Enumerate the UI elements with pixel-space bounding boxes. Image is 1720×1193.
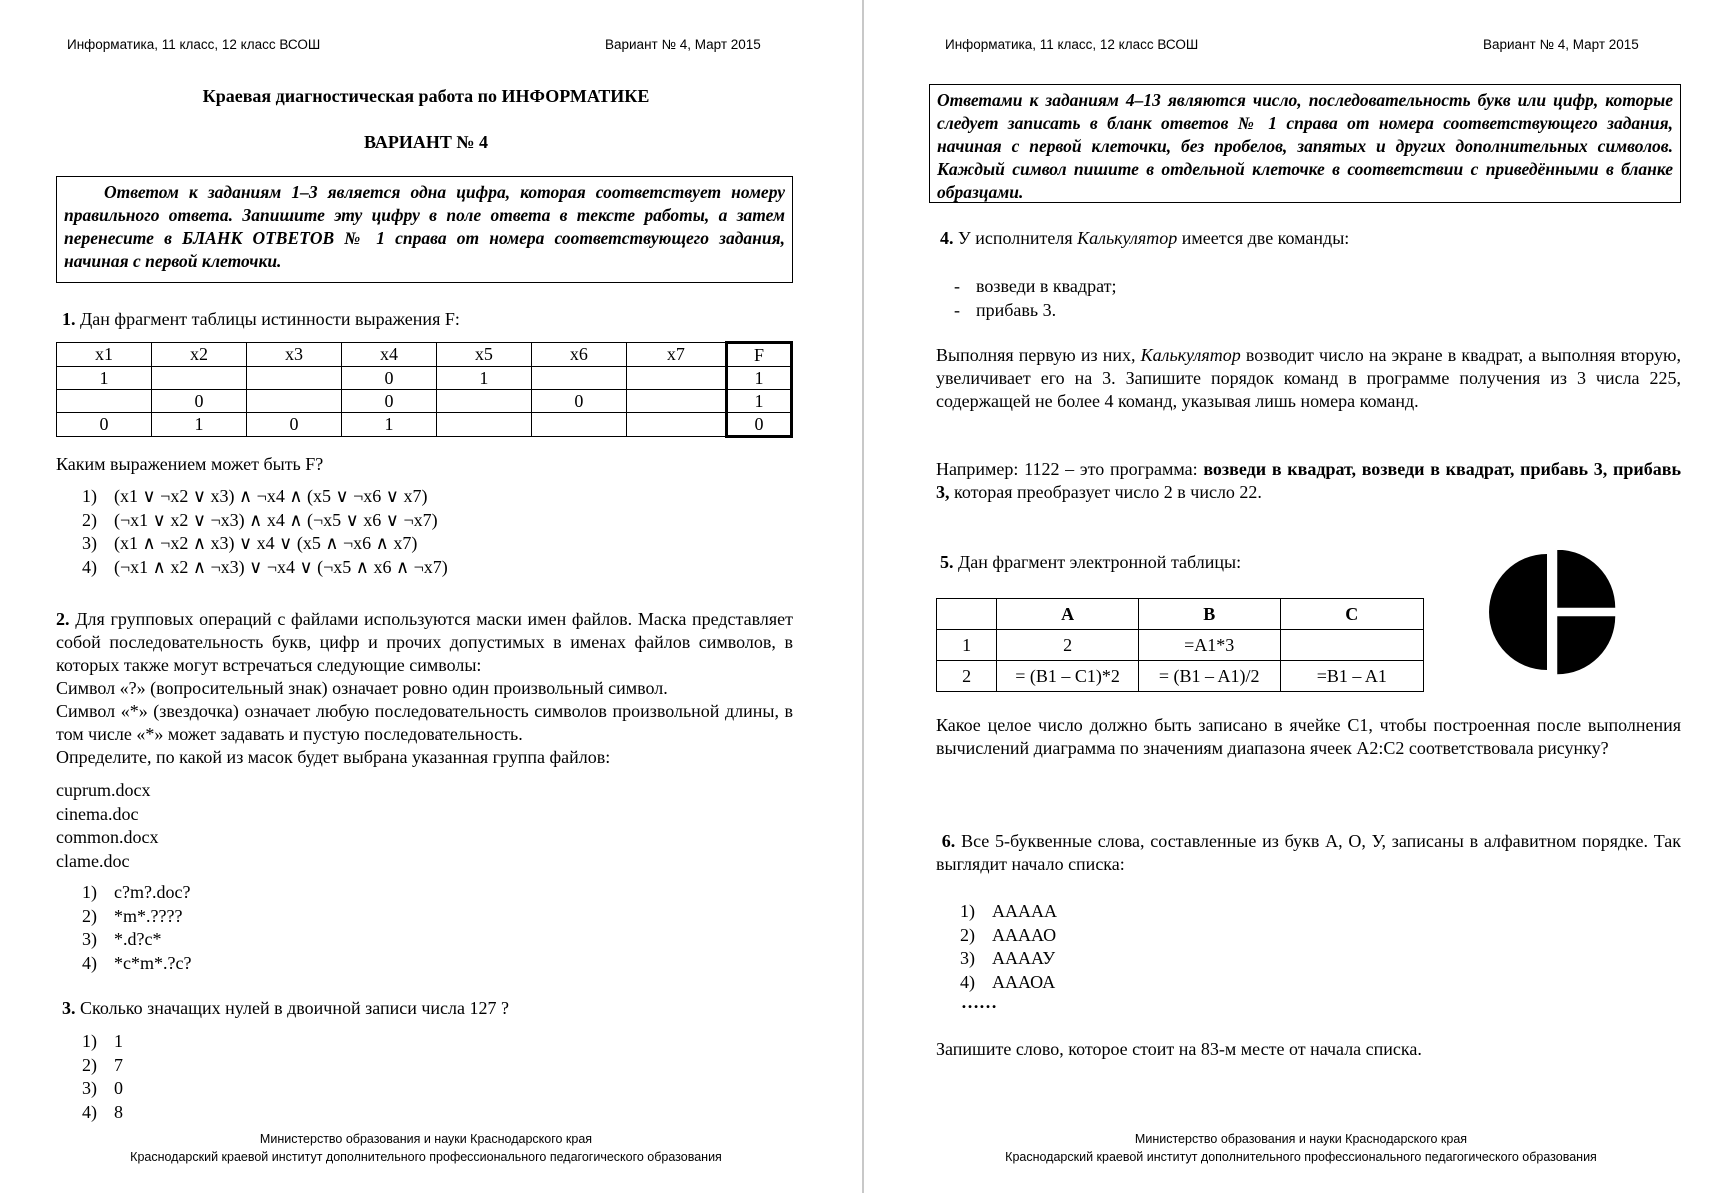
question-text: Для групповых операций с файлами используются маски имен файлов. Маска представляет собой последовательность букв, цифр и прочих допустимых в именах файлов символов, в которых также могут встречаться следующие символы: <box>56 609 794 675</box>
word-item <box>960 947 1057 971</box>
truth-table-cell: 0 <box>726 413 791 437</box>
pie-slice-c2 <box>1557 616 1615 674</box>
spreadsheet-cell <box>1280 630 1423 661</box>
spreadsheet-col-header: B <box>1138 599 1280 630</box>
truth-table <box>56 341 793 438</box>
answer-option <box>82 881 191 905</box>
q4-p1-rest: возводит число на экране в квадрат, а выполняя вторую, увеличивает его на 3. Запишите порядок команд в программе получения из 3 числа 225, содержащей не более 4 команд, указывая лишь номера команд. <box>936 345 1681 411</box>
item-text: clame.doc <box>56 850 130 871</box>
truth-table-cell <box>246 390 341 413</box>
truth-table-cell <box>151 367 246 390</box>
q6-ellipsis: …… <box>961 992 997 1012</box>
option-number: 2) <box>82 1054 97 1075</box>
option-text: АААОА <box>992 971 1056 992</box>
question-number: 3. <box>62 998 76 1018</box>
answer-option <box>82 485 448 509</box>
question-text: Сколько значащих нулей в двоичной записи числа 127 ? <box>80 998 509 1018</box>
spreadsheet-col-header: A <box>997 599 1139 630</box>
spreadsheet-cell: =A1*3 <box>1138 630 1280 661</box>
option-number: 4) <box>82 952 97 973</box>
q1-question: Каким выражением может быть F? <box>56 454 324 474</box>
question-5 <box>940 552 1241 573</box>
spreadsheet-row <box>937 630 1424 661</box>
answer-option <box>82 1030 123 1054</box>
pie-slice-a2 <box>1489 554 1547 670</box>
truth-table-cell: 0 <box>531 390 626 413</box>
truth-table-cell <box>626 413 726 437</box>
answer-option <box>82 928 191 952</box>
option-text: (¬x1 ∧ x2 ∧ ¬x3) ∨ ¬x4 ∨ (¬x5 ∧ x6 ∧ ¬x7) <box>114 556 448 577</box>
option-text: *.d?c* <box>114 929 162 949</box>
option-number: 2) <box>82 905 97 926</box>
instruction-text: Ответами к заданиям 4–13 являются число, последовательность букв или цифр, которые следует записать в бланк ответов № 1 справа от номера соответствующего задания, начиная с первой клеточки, без пробелов, запятых и других дополнительных символов. Каждый символ пишите в отдельной клеточке в соответствии с приведёнными в бланке образцами. <box>937 90 1673 202</box>
answer-option <box>82 532 448 556</box>
file-name <box>56 850 158 874</box>
q1-options <box>82 485 448 579</box>
option-text: (x1 ∧ ¬x2 ∧ x3) ∨ x4 ∨ (x5 ∧ ¬x6 ∧ x7) <box>114 533 418 553</box>
option-text: 7 <box>114 1054 123 1075</box>
file-name <box>56 803 158 827</box>
answer-option <box>82 1054 123 1078</box>
q2-line-question-mark: Символ «?» (вопросительный знак) означает ровно один произвольный символ. <box>56 678 668 698</box>
item-text: cinema.doc <box>56 803 139 824</box>
answer-option <box>82 905 191 929</box>
truth-table-cell: 1 <box>57 367 152 390</box>
q4-paragraph-1 <box>936 344 1681 413</box>
truth-table-row <box>57 413 792 437</box>
truth-table-header-cell: x1 <box>57 343 152 367</box>
instruction-box <box>929 84 1681 203</box>
option-number: 1) <box>82 1031 97 1051</box>
truth-table-cell <box>246 367 341 390</box>
q4-text: У исполнителя <box>958 228 1078 248</box>
truth-table-header-cell: x6 <box>531 343 626 367</box>
page-divider <box>862 0 864 1193</box>
option-text: 8 <box>114 1101 123 1122</box>
truth-table-cell: 0 <box>341 390 436 413</box>
truth-table-cell <box>531 367 626 390</box>
command-item <box>954 299 1116 323</box>
option-number: 1) <box>82 882 97 902</box>
q2-line-star: Символ «*» (звездочка) означает любую последовательность символов произвольной длины, в том числе «*» может задавать и пустую последовательность. <box>56 701 793 744</box>
question-4 <box>940 228 1349 249</box>
spreadsheet-header-row <box>937 599 1424 630</box>
q6-word-list <box>960 900 1057 994</box>
truth-table-header-cell: x2 <box>151 343 246 367</box>
question-text: Дан фрагмент таблицы истинности выражения F: <box>80 309 460 329</box>
q4-p1-start: Выполняя первую из них, <box>936 345 1141 365</box>
option-number: 1) <box>960 901 975 921</box>
truth-table-cell <box>626 367 726 390</box>
instruction-text: Ответом к заданиям 1–3 является одна цифра, которая соответствует номеру правильного ответа. Запишите эту цифру в поле ответа в тексте работы, а затем перенесите в БЛАНК ОТВЕТОВ № 1 справа от номера соответствующего задания, начиная с первой клеточки. <box>64 182 785 271</box>
truth-table-cell <box>626 390 726 413</box>
question-number: 5. <box>940 552 954 572</box>
q2-file-list <box>56 779 158 873</box>
spreadsheet-cell: = (B1 – C1)*2 <box>997 661 1139 692</box>
answer-option <box>82 556 448 580</box>
option-number: 4) <box>960 971 975 992</box>
footer-institute: Краснодарский краевой институт дополнительного профессионального педагогического образования <box>1005 1150 1597 1164</box>
question-text: Все 5-буквенные слова, составленные из букв А, О, У, записаны в алфавитном порядке. Так выглядит начало списка: <box>936 831 1682 874</box>
word-item <box>960 924 1057 948</box>
option-number: 4) <box>82 556 97 577</box>
option-number: 2) <box>82 509 97 530</box>
truth-table-cell: 0 <box>57 413 152 437</box>
option-number: 2) <box>960 924 975 945</box>
q2-question: Определите, по какой из масок будет выбрана указанная группа файлов: <box>56 747 611 767</box>
option-text: (¬x1 ∨ x2 ∨ ¬x3) ∧ x4 ∧ (¬x5 ∨ x6 ∨ ¬x7) <box>114 509 438 530</box>
q4-p2-start: Например: 1122 – это программа: <box>936 459 1204 479</box>
truth-table-cell: 1 <box>726 390 791 413</box>
word-item <box>960 900 1057 924</box>
file-name <box>56 826 158 850</box>
pie-slice-b2 <box>1557 550 1615 608</box>
option-text: *c*m*.?c? <box>114 952 192 973</box>
option-text: *m*.???? <box>114 905 183 926</box>
truth-table-cell <box>436 390 531 413</box>
truth-table-cell: 0 <box>151 390 246 413</box>
truth-table-row <box>57 390 792 413</box>
truth-table-header-cell: F <box>726 343 791 367</box>
dash-bullet: - <box>954 299 960 320</box>
q4-text-end: имеется две команды: <box>1177 228 1350 248</box>
question-number: 6. <box>941 831 956 851</box>
truth-table-header-cell: x3 <box>246 343 341 367</box>
variant-title: ВАРИАНТ № 4 <box>364 132 488 152</box>
spreadsheet-row-header: 1 <box>937 630 997 661</box>
truth-table-cell: 1 <box>726 367 791 390</box>
option-text: 1 <box>114 1031 123 1051</box>
page-title: Краевая диагностическая работа по ИНФОРМАТИКЕ <box>202 86 650 106</box>
question-6 <box>936 830 1681 876</box>
q5-question: Какое целое число должно быть записано в ячейке C1, чтобы построенная после выполнения вычислений диаграмма по значениям диапазона ячеек A2:C2 соответствовала рисунку? <box>936 715 1681 758</box>
command-text: возведи в квадрат; <box>976 276 1117 296</box>
truth-table-header-cell: x7 <box>626 343 726 367</box>
q2-options <box>82 881 191 975</box>
word-item <box>960 971 1057 995</box>
answer-option <box>82 1077 123 1101</box>
question-number: 1. <box>62 309 76 329</box>
header-subject: Информатика, 11 класс, 12 класс ВСОШ <box>67 37 321 52</box>
answer-option <box>82 952 191 976</box>
truth-table-header-row <box>57 343 792 367</box>
truth-table-cell <box>531 413 626 437</box>
q3-options <box>82 1030 123 1124</box>
footer-ministry: Министерство образования и науки Краснодарского края <box>1134 1132 1468 1146</box>
q4-p1-executor: Калькулятор <box>1140 345 1241 365</box>
spreadsheet-col-header <box>937 599 997 630</box>
right-page <box>865 0 1720 1193</box>
spreadsheet-cell: 2 <box>997 630 1139 661</box>
spreadsheet-cell: = (B1 – A1)/2 <box>1138 661 1280 692</box>
truth-table-cell: 1 <box>151 413 246 437</box>
option-text: ААААА <box>992 901 1057 921</box>
q4-command-list <box>954 275 1116 322</box>
command-item <box>954 275 1116 299</box>
option-number: 4) <box>82 1101 97 1122</box>
truth-table-header-cell: x5 <box>436 343 531 367</box>
header-variant: Вариант № 4, Март 2015 <box>605 37 761 52</box>
option-text: 0 <box>114 1078 123 1098</box>
instruction-box <box>56 176 793 283</box>
q4-p2-end: которая преобразует число 2 в число 22. <box>949 482 1262 502</box>
question-1 <box>62 309 460 330</box>
option-number: 3) <box>82 533 97 553</box>
question-2 <box>56 608 793 769</box>
q4-paragraph-2 <box>936 458 1681 504</box>
header-variant: Вариант № 4, Март 2015 <box>1483 37 1639 52</box>
item-text: common.docx <box>56 827 159 847</box>
question-text: Дан фрагмент электронной таблицы: <box>958 552 1242 572</box>
spreadsheet-row <box>937 661 1424 692</box>
question-number: 2. <box>56 609 70 629</box>
spreadsheet-cell: =B1 – A1 <box>1280 661 1423 692</box>
truth-table-cell <box>57 390 152 413</box>
q6-question: Запишите слово, которое стоит на 83-м месте от начала списка. <box>936 1039 1422 1059</box>
q4-executor-name: Калькулятор <box>1077 228 1178 248</box>
spreadsheet-col-header: C <box>1280 599 1423 630</box>
truth-table-cell: 1 <box>436 367 531 390</box>
footer-institute: Краснодарский краевой институт дополнительного профессионального педагогического образования <box>130 1150 722 1164</box>
pie-chart <box>1485 550 1625 680</box>
footer-ministry: Министерство образования и науки Краснодарского края <box>259 1132 593 1146</box>
option-number: 1) <box>82 486 97 506</box>
option-text: (x1 ∨ ¬x2 ∨ x3) ∧ ¬x4 ∧ (x5 ∨ ¬x6 ∨ x7) <box>114 486 428 506</box>
dash-bullet: - <box>954 276 960 296</box>
truth-table-cell: 0 <box>246 413 341 437</box>
spreadsheet-row-header: 2 <box>937 661 997 692</box>
truth-table-cell <box>436 413 531 437</box>
truth-table-row <box>57 367 792 390</box>
option-number: 3) <box>82 1078 97 1098</box>
option-text: ААААУ <box>992 948 1056 968</box>
option-text: ААААО <box>992 924 1057 945</box>
item-text: cuprum.docx <box>56 780 151 800</box>
truth-table-cell: 1 <box>341 413 436 437</box>
option-text: c?m?.doc? <box>114 882 191 902</box>
question-3 <box>62 998 509 1019</box>
command-text: прибавь 3. <box>976 299 1057 320</box>
q4-p2-program: возведи в квадрат, возведи в квадрат, прибавь 3, прибавь 3, <box>936 459 1681 502</box>
option-number: 3) <box>960 948 975 968</box>
question-number: 4. <box>940 228 954 248</box>
file-name <box>56 779 158 803</box>
answer-option <box>82 509 448 533</box>
answer-option <box>82 1101 123 1125</box>
truth-table-cell: 0 <box>341 367 436 390</box>
spreadsheet-table <box>936 598 1424 692</box>
truth-table-header-cell: x4 <box>341 343 436 367</box>
header-subject: Информатика, 11 класс, 12 класс ВСОШ <box>945 37 1199 52</box>
option-number: 3) <box>82 929 97 949</box>
